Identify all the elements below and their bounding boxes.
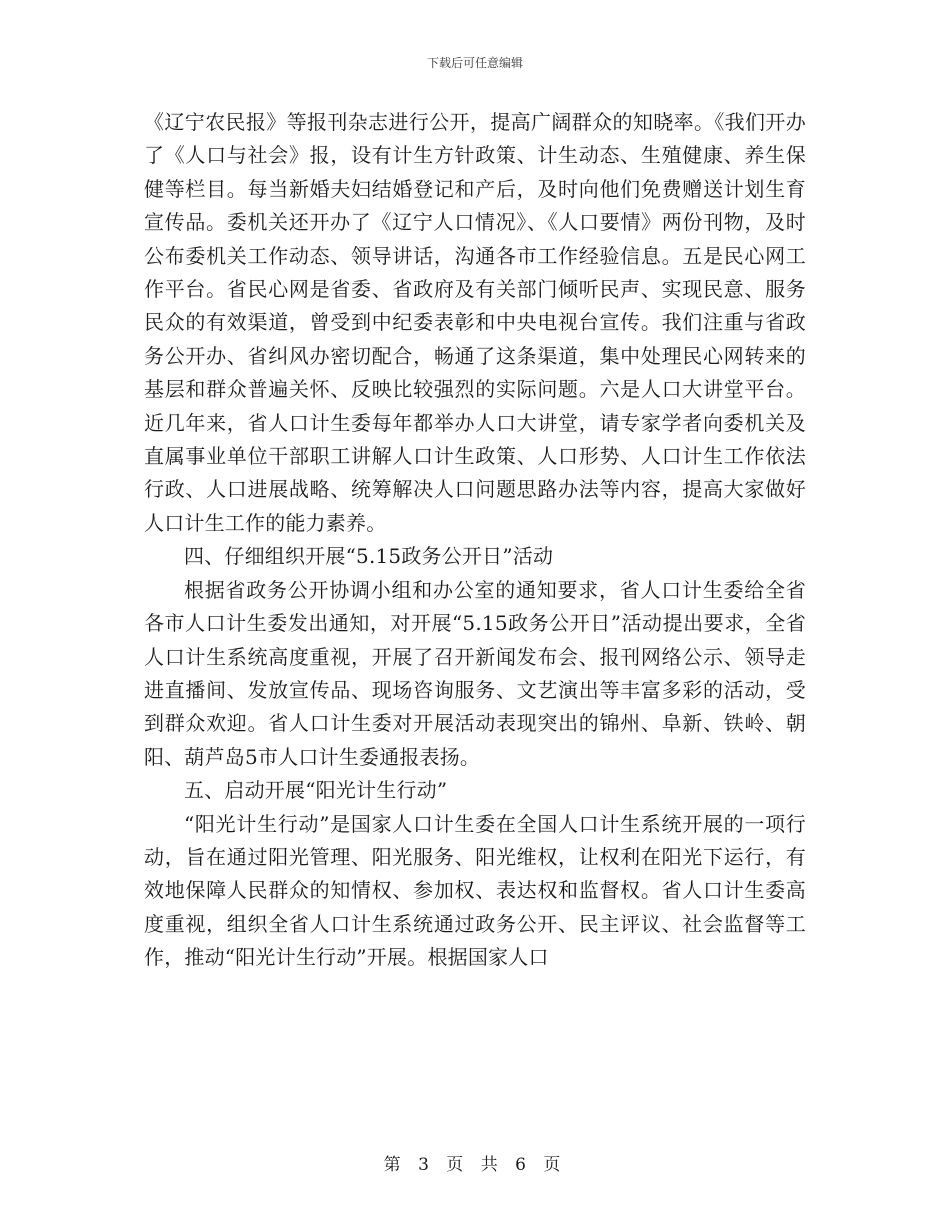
paragraph-section-5: “阳光计生行动”是国家人口计生委在全国人口计生系统开展的一项行动，旨在通过阳光管理、阳光服务、阳光维权，让权利在阳光下运行，有效地保障人民群众的知情权、参加权、表达权和监督权。省人口计生委高度重视，组织全省人口计生系统通过政务公开、民主评议、社会监督等工作，推动“阳光计生行动”开展。根据国家人口	[144, 811, 806, 970]
page-number: 第 3 页 共 6 页	[383, 1155, 567, 1175]
page-header-note: 下载后可任意编辑	[426, 56, 523, 70]
section-heading-4: 四、仔细组织开展“5.15政务公开日”活动	[184, 544, 554, 569]
document-body	[144, 106, 806, 975]
paragraph-continued: 《辽宁农民报》等报刊杂志进行公开，提高广阔群众的知晓率。《我们开办了《人口与社会》报，设有计生方针政策、计生动态、生殖健康、养生保健等栏目。每当新婚夫妇结婚登记和产后，及时向他们免费赠送计划生育宣传品。委机关还开办了《辽宁人口情况》、《人口要情》两份刊物，及时公布委机关工作动态、领导讲话，沟通各市工作经验信息。五是民心网工作平台。省民心网是省委、省政府及有关部门倾听民声、实现民意、服务民众的有效渠道，曾受到中纪委表彰和中央电视台宣传。我们注重与省政务公开办、省纠风办密切配合，畅通了这条渠道，集中处理民心网转来的基层和群众普遍关怀、反映比较强烈的实际问题。六是人口大讲堂平台。近几年来，省人口计生委每年都举办人口大讲堂，请专家学者向委机关及直属事业单位干部职工讲解人口计生政策、人口形势、人口计生工作依法行政、人口进展战略、统筹解决人口问题思路办法等内容，提高大家做好人口计生工作的能力素养。	[144, 110, 806, 535]
section-heading-5: 五、启动开展“阳光计生行动”	[184, 778, 448, 803]
paragraph-section-4: 根据省政务公开协调小组和办公室的通知要求，省人口计生委给全省各市人口计生委发出通知，对开展“5.15政务公开日”活动提出要求，全省人口计生系统高度重视，开展了召开新闻发布会、报刊网络公示、领导走进直播间、发放宣传品、现场咨询服务、文艺演出等丰富多彩的活动，受到群众欢迎。省人口计生委对开展活动表现突出的锦州、阜新、铁岭、朝阳、葫芦岛5市人口计生委通报表扬。	[144, 577, 806, 769]
